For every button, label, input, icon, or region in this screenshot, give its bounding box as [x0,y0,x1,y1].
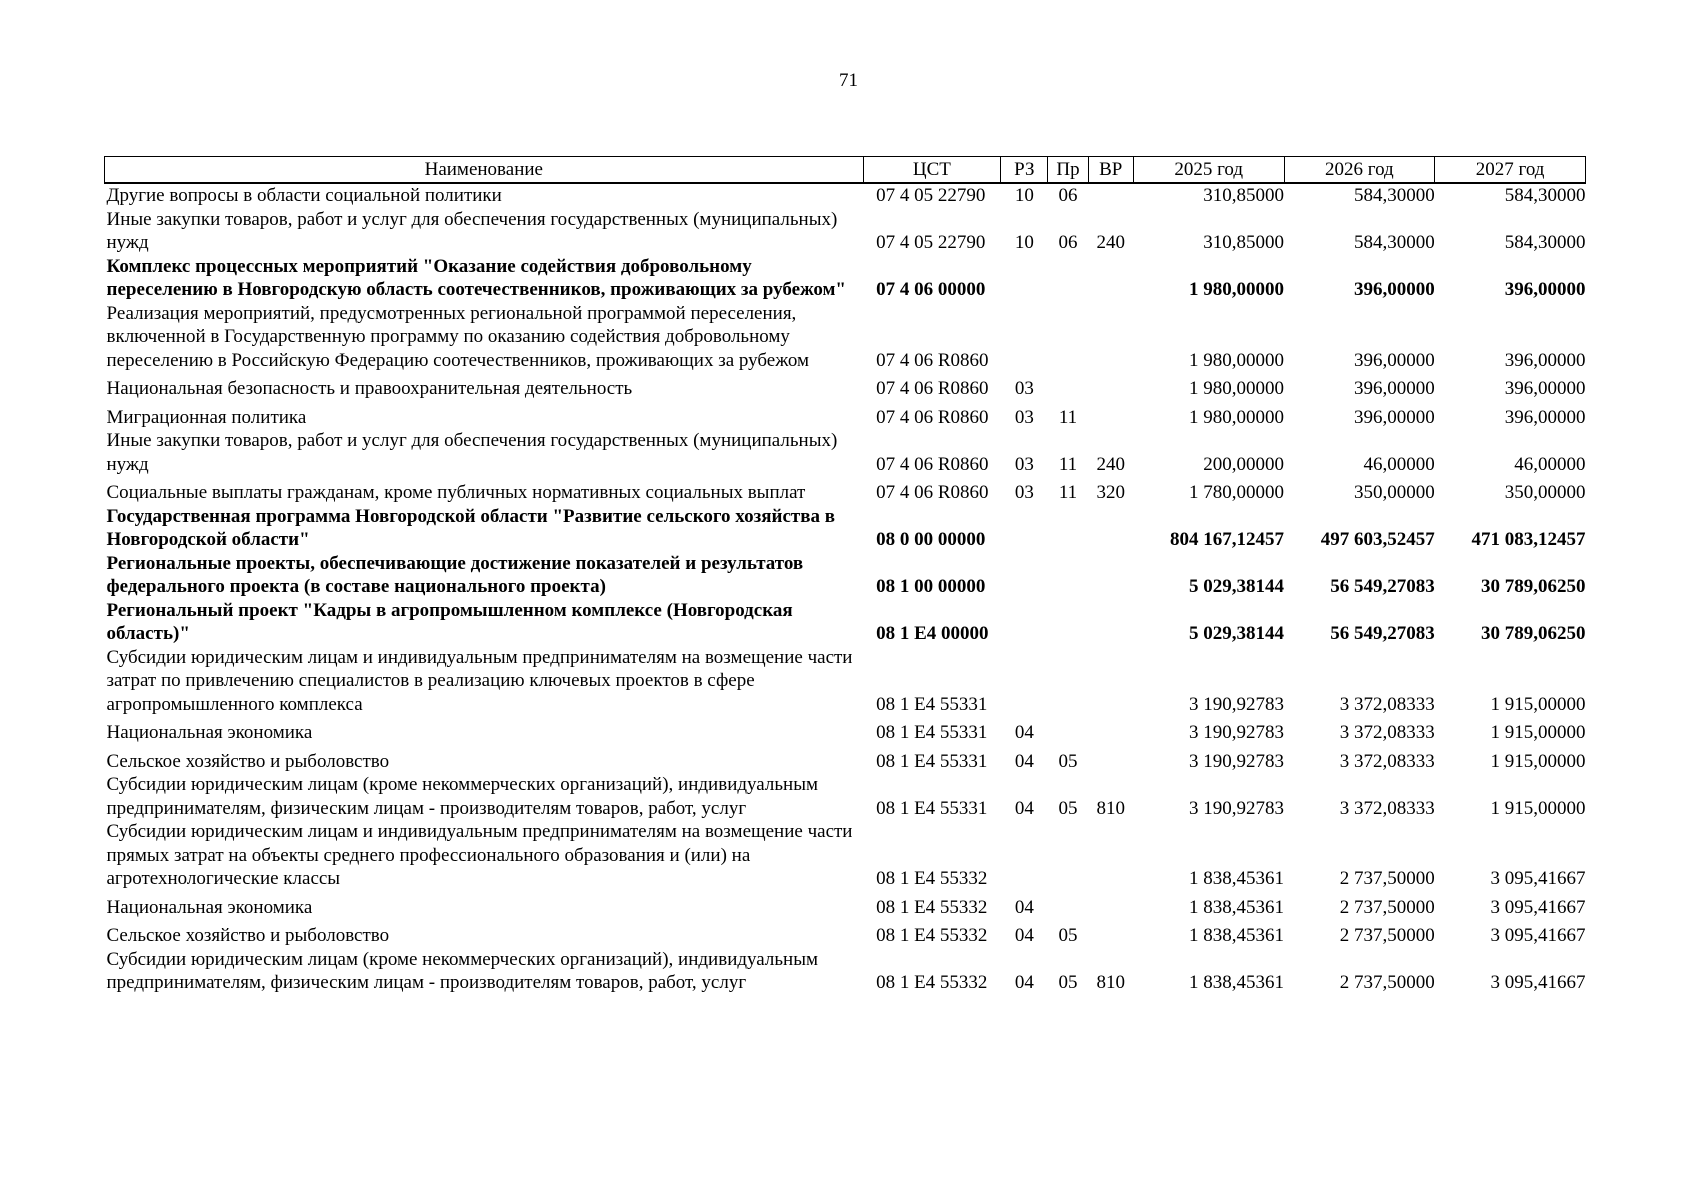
cell-y2026: 3 372,08333 [1339,797,1435,819]
cell-y2025: 1 980,00000 [1189,349,1285,371]
cell-pr: 05 [1058,925,1078,946]
cell-y2025: 3 190,92783 [1189,693,1285,715]
cell-y2025: 1 780,00000 [1189,482,1285,503]
cell-y2027: 396,00000 [1504,378,1586,399]
cell-y2025: 5 029,38144 [1189,623,1285,644]
table-row [105,476,1586,505]
cell-pr [1048,372,1088,401]
cell-y2025: 1 980,00000 [1189,279,1285,300]
cell-rz: 03 [1014,378,1034,399]
cell-y2026: 46,00000 [1363,453,1435,475]
cell-cst: 07 4 05 22790 [876,232,986,253]
cell-name: Субсидии юридическим лицам (кроме некоммерческих организаций), индивидуальным предпринимателям, физическим лицам - производителям товаров, работ, услуг [106,948,818,993]
cell-name: Национальная безопасность и правоохранительная деятельность [106,378,633,399]
cell-vr [1088,646,1133,717]
cell-y2026: 584,30000 [1353,185,1435,206]
cell-pr [1048,302,1088,373]
cell-y2026: 396,00000 [1353,279,1435,300]
cell-y2027: 396,00000 [1504,406,1586,428]
cell-rz: 10 [1014,185,1034,206]
table-row [105,773,1586,820]
table-row [105,505,1586,552]
table-row [105,891,1586,920]
cell-rz: 04 [1014,722,1034,743]
cell-rz: 03 [1014,482,1034,503]
cell-cst: 07 4 06 R0860 [876,378,989,399]
cell-name: Государственная программа Новгородской области "Развитие сельского хозяйства в Новгородской области" [106,505,835,550]
table-row [105,552,1586,599]
cell-vr [1088,716,1133,745]
cell-y2026: 2 737,50000 [1339,972,1435,993]
header-pr: Пр [1048,157,1088,184]
cell-y2025: 5 029,38144 [1189,576,1285,597]
cell-y2026: 2 737,50000 [1339,896,1435,918]
cell-y2025: 310,85000 [1203,232,1285,253]
cell-pr [1048,505,1088,552]
cell-vr [1088,505,1133,552]
cell-pr: 06 [1058,185,1078,206]
cell-cst: 07 4 06 00000 [876,279,986,300]
page-number: 71 [839,70,858,91]
cell-name: Комплекс процессных мероприятий "Оказание содействия добровольному переселению в Новгородскую область соотечественников, проживающих за рубежом" [106,255,846,300]
header-name: Наименование [105,157,864,184]
cell-y2027: 30 789,06250 [1481,576,1586,597]
cell-cst: 08 1 Е4 55332 [876,972,988,993]
cell-pr [1048,716,1088,745]
cell-vr [1088,745,1133,774]
cell-name: Национальная экономика [106,896,313,918]
cell-pr [1048,255,1088,302]
cell-vr: 320 [1096,482,1125,503]
cell-rz: 04 [1014,925,1034,946]
cell-vr [1088,919,1133,948]
cell-y2026: 56 549,27083 [1330,576,1435,597]
cell-y2027: 3 095,41667 [1490,925,1586,946]
cell-rz [1001,302,1048,373]
cell-rz [1001,599,1048,646]
table-body [105,183,1586,995]
budget-table [104,156,1586,995]
table-row [105,745,1586,774]
table-row [105,255,1586,302]
table-row [105,183,1586,208]
cell-y2027: 584,30000 [1504,232,1586,253]
table-row [105,948,1586,995]
cell-cst: 08 1 Е4 55332 [876,868,988,889]
cell-y2025: 1 980,00000 [1189,406,1285,428]
cell-cst: 08 1 Е4 00000 [876,623,989,644]
cell-y2027: 396,00000 [1504,349,1586,371]
cell-cst: 07 4 06 R0860 [876,453,989,475]
table-row [105,372,1586,401]
cell-name: Миграционная политика [106,406,307,428]
cell-vr [1088,820,1133,891]
cell-cst: 07 4 06 R0860 [876,349,989,371]
cell-y2026: 396,00000 [1353,406,1435,428]
cell-y2027: 3 095,41667 [1490,896,1586,918]
cell-rz: 04 [1014,896,1034,918]
table-row [105,919,1586,948]
cell-y2026: 2 737,50000 [1339,868,1435,889]
cell-y2025: 1 838,45361 [1189,868,1285,889]
cell-y2025: 200,00000 [1203,453,1285,475]
cell-cst: 08 1 Е4 55331 [876,750,988,772]
cell-y2025: 1 838,45361 [1189,925,1285,946]
cell-vr [1088,891,1133,920]
cell-name: Иные закупки товаров, работ и услуг для обеспечения государственных (муниципальных) нужд [106,430,838,475]
cell-vr: 810 [1096,797,1125,819]
cell-y2026: 3 372,08333 [1339,750,1435,772]
cell-rz [1001,646,1048,717]
table-row [105,208,1586,255]
cell-y2026: 584,30000 [1353,232,1435,253]
cell-name: Национальная экономика [106,722,313,743]
cell-cst: 08 1 Е4 55331 [876,797,988,819]
cell-pr: 11 [1058,406,1078,428]
cell-y2027: 3 095,41667 [1490,868,1586,889]
cell-y2027: 1 915,00000 [1490,750,1586,772]
cell-y2025: 3 190,92783 [1189,797,1285,819]
table-row [105,302,1586,373]
cell-rz [1001,820,1048,891]
cell-y2025: 1 838,45361 [1189,896,1285,918]
cell-y2026: 56 549,27083 [1330,623,1435,644]
cell-pr [1048,891,1088,920]
cell-rz: 03 [1014,453,1034,475]
cell-name: Иные закупки товаров, работ и услуг для обеспечения государственных (муниципальных) нужд [106,208,838,253]
cell-cst: 07 4 05 22790 [876,185,986,206]
cell-cst: 07 4 06 R0860 [876,406,989,428]
cell-y2025: 3 190,92783 [1189,750,1285,772]
cell-y2026: 497 603,52457 [1320,529,1435,550]
cell-rz [1001,552,1048,599]
cell-y2027: 1 915,00000 [1490,722,1586,743]
cell-pr: 11 [1058,482,1078,503]
cell-rz: 10 [1014,232,1034,253]
cell-cst: 08 1 Е4 55331 [876,722,988,743]
header-cst: ЦСТ [863,157,1001,184]
cell-vr: 240 [1096,453,1125,475]
cell-y2027: 3 095,41667 [1490,972,1586,993]
header-vr: ВР [1088,157,1133,184]
cell-y2026: 396,00000 [1353,349,1435,371]
cell-y2027: 471 083,12457 [1471,529,1586,550]
cell-y2027: 396,00000 [1504,279,1586,300]
header-2025: 2025 год [1133,157,1284,184]
cell-name: Другие вопросы в области социальной политики [106,185,502,206]
cell-name: Реализация мероприятий, предусмотренных региональной программой переселения, включенной в Государственную программу по оказанию содействия добровольному переселению в Российскую Федерацию соотечественников, проживающих за рубежом [106,302,810,371]
cell-cst: 08 0 00 00000 [876,529,986,550]
cell-rz: 04 [1014,750,1034,772]
cell-cst: 07 4 06 R0860 [876,482,989,503]
cell-y2026: 2 737,50000 [1339,925,1435,946]
cell-y2026: 3 372,08333 [1339,722,1435,743]
cell-rz: 04 [1014,797,1034,819]
cell-cst: 08 1 Е4 55332 [876,925,988,946]
header-2027: 2027 год [1435,157,1586,184]
cell-y2025: 1 980,00000 [1189,378,1285,399]
cell-y2027: 350,00000 [1504,482,1586,503]
table-row [105,820,1586,891]
cell-name: Региональные проекты, обеспечивающие достижение показателей и результатов федерального проекта (в составе национального проекта) [106,552,804,597]
table-row [105,401,1586,430]
cell-name: Сельское хозяйство и рыболовство [106,925,390,946]
table-row [105,429,1586,476]
cell-y2027: 584,30000 [1504,185,1586,206]
cell-name: Субсидии юридическим лицам (кроме некоммерческих организаций), индивидуальным предпринимателям, физическим лицам - производителям товаров, работ, услуг [106,774,818,819]
cell-pr: 11 [1058,453,1078,475]
cell-name: Сельское хозяйство и рыболовство [106,750,390,772]
cell-vr [1088,302,1133,373]
cell-rz: 04 [1014,972,1034,993]
cell-vr [1088,372,1133,401]
cell-cst: 08 1 00 00000 [876,576,986,597]
cell-y2026: 350,00000 [1353,482,1435,503]
cell-name: Субсидии юридическим лицам и индивидуальным предпринимателям на возмещение части затрат по привлечению специалистов в реализацию ключевых проектов в сфере агропромышленного комплекса [106,646,853,715]
cell-vr [1088,401,1133,430]
cell-y2027: 30 789,06250 [1481,623,1586,644]
cell-rz: 03 [1014,406,1034,428]
cell-vr [1088,183,1133,208]
cell-pr [1048,599,1088,646]
header-rz: РЗ [1001,157,1048,184]
cell-y2026: 3 372,08333 [1339,693,1435,715]
cell-y2025: 804 167,12457 [1170,529,1285,550]
cell-pr: 06 [1058,232,1078,253]
cell-y2025: 310,85000 [1203,185,1285,206]
cell-y2025: 1 838,45361 [1189,972,1285,993]
cell-pr: 05 [1058,972,1078,993]
cell-vr: 240 [1096,232,1125,253]
cell-rz [1001,255,1048,302]
cell-y2025: 3 190,92783 [1189,722,1285,743]
table-header-row [105,157,1586,184]
cell-pr [1048,646,1088,717]
cell-y2026: 396,00000 [1353,378,1435,399]
table-row [105,716,1586,745]
cell-y2027: 1 915,00000 [1490,797,1586,819]
cell-pr: 05 [1058,750,1078,772]
cell-vr [1088,599,1133,646]
cell-y2027: 46,00000 [1514,453,1586,475]
header-2026: 2026 год [1284,157,1435,184]
cell-vr: 810 [1096,972,1125,993]
cell-y2027: 1 915,00000 [1490,693,1586,715]
table-row [105,599,1586,646]
cell-pr: 05 [1058,797,1078,819]
cell-pr [1048,820,1088,891]
table-row [105,646,1586,717]
cell-vr [1088,552,1133,599]
cell-pr [1048,552,1088,599]
cell-rz [1001,505,1048,552]
cell-name: Социальные выплаты гражданам, кроме публичных нормативных социальных выплат [106,482,806,503]
cell-name: Субсидии юридическим лицам и индивидуальным предпринимателям на возмещение части прямых затрат на объекты среднего профессионального образования и (или) на агротехнологические классы [106,821,853,889]
cell-cst: 08 1 Е4 55332 [876,896,988,918]
cell-vr [1088,255,1133,302]
cell-cst: 08 1 Е4 55331 [876,693,988,715]
cell-name: Региональный проект "Кадры в агропромышленном комплексе (Новгородская область)" [106,599,793,644]
